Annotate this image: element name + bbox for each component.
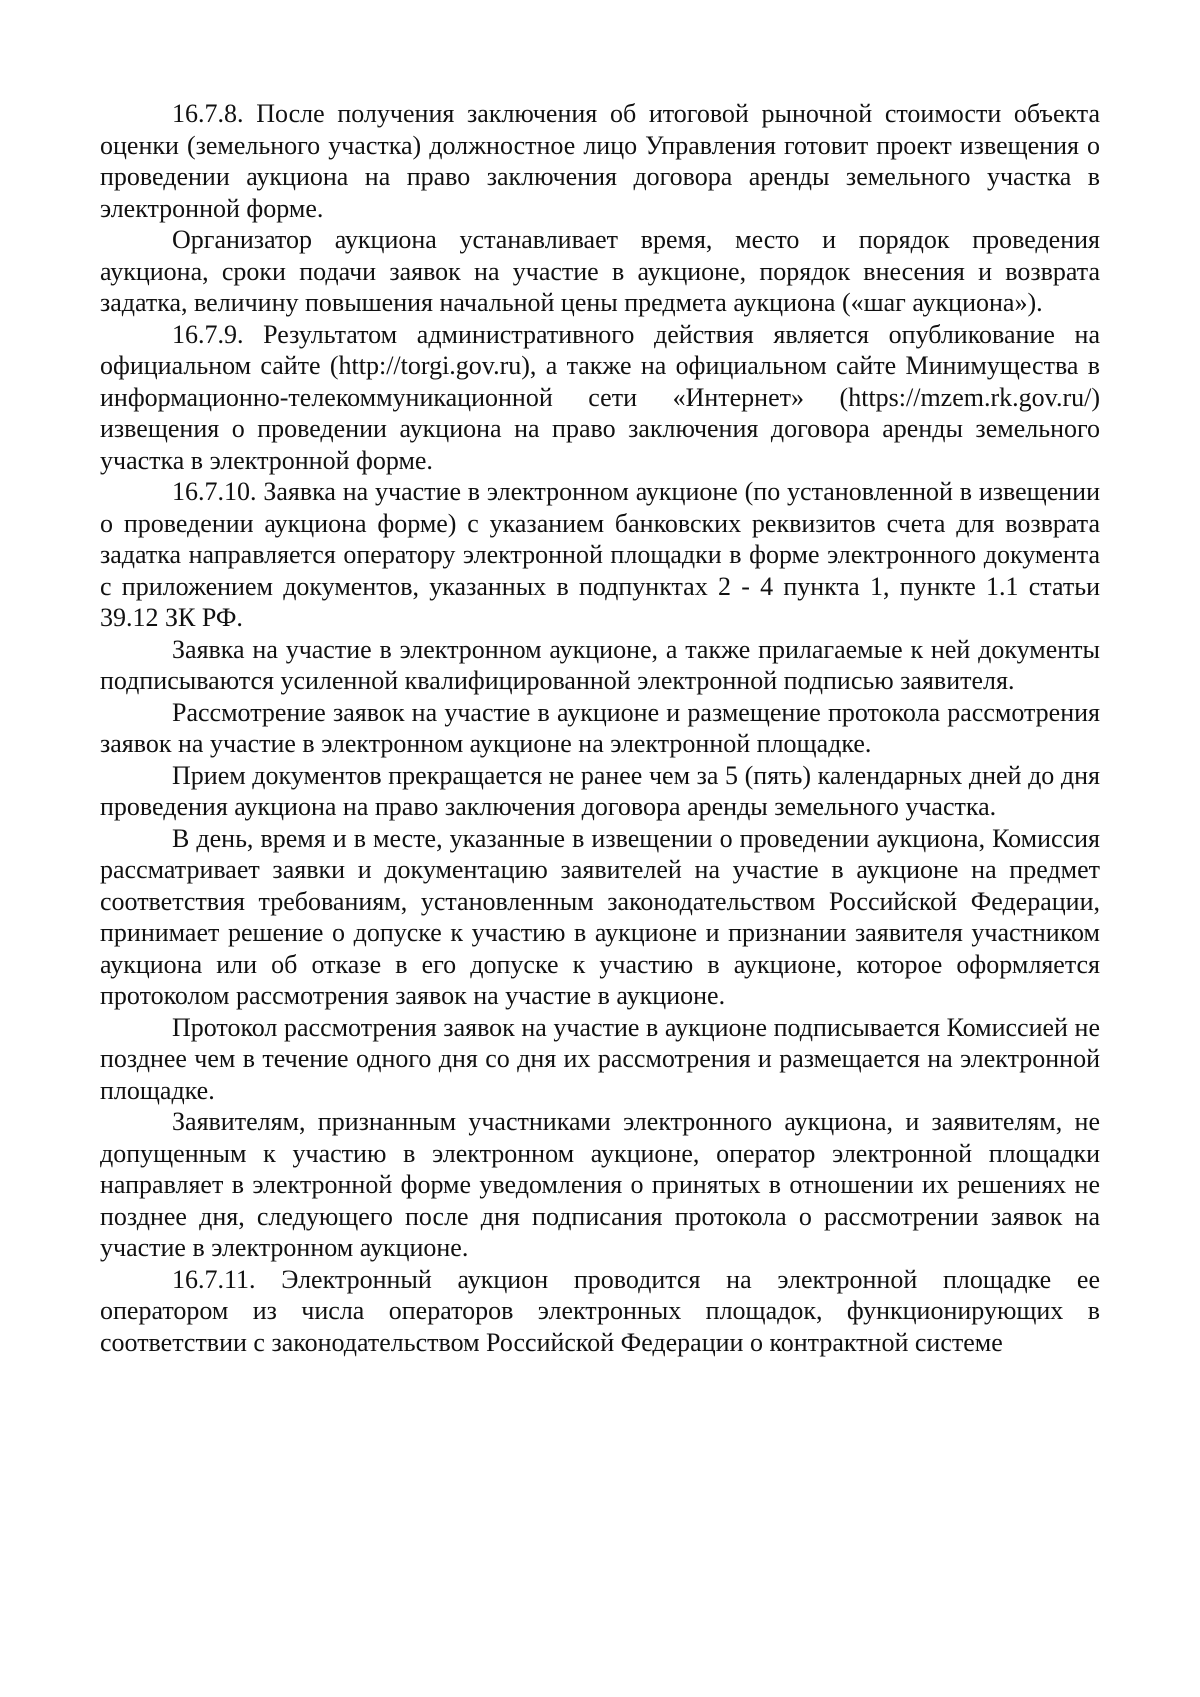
paragraph-application-review: Рассмотрение заявок на участие в аукционе и размещение протокола рассмотрения заявок на участие в электронном аукционе на электронной площадке. [100,697,1100,758]
paragraph-document-deadline: Прием документов прекращается не ранее чем за 5 (пять) календарных дней до дня проведения аукциона на право заключения договора аренды земельного участка. [100,760,1100,821]
paragraph-notification: Заявителям, признанным участниками электронного аукциона, и заявителям, не допущенным к участию в электронном аукционе, оператор электронной площадки направляет в электронной форме уведомления о принятых в отношении их решениях не позднее дня, следующего после дня подписания протокола о рассмотрении заявок на участие в электронном аукционе. [100,1107,1100,1262]
paragraph-16-7-8: 16.7.8. После получения заключения об итоговой рыночной стоимости объекта оценки (земельного участка) должностное лицо Управления готовит проект извещения о проведении аукциона на право заключения договора аренды земельного участка в электронной форме. [100,99,1100,223]
document-page [100,98,1100,1358]
paragraph-review-protocol: Протокол рассмотрения заявок на участие в аукционе подписывается Комиссией не позднее чем в течение одного дня со дня их рассмотрения и размещается на электронной площадке. [100,1012,1100,1105]
paragraph-application-signature: Заявка на участие в электронном аукционе, а также прилагаемые к ней документы подписываются усиленной квалифицированной электронной подписью заявителя. [100,634,1100,695]
paragraph-16-7-10: 16.7.10. Заявка на участие в электронном аукционе (по установленной в извещении о проведении аукциона форме) с указанием банковских реквизитов счета для возврата задатка направляется оператору электронной площадки в форме электронного документа с приложением документов, указанных в подпунктах 2 - 4 пункта 1, пункте 1.1 статьи 39.12 ЗК РФ. [100,477,1100,632]
paragraph-auction-organizer: Организатор аукциона устанавливает время, место и порядок проведения аукциона, сроки подачи заявок на участие в аукционе, порядок внесения и возврата задатка, величину повышения начальной цены предмета аукциона («шаг аукциона»). [100,225,1100,317]
paragraph-16-7-9: 16.7.9. Результатом административного действия является опубликование на официальном сайте (http://torgi.gov.ru), а также на официальном сайте Минимущества в информационно-телекоммуникационной сети «Интернет» (https://mzem.rk.gov.ru/) извещения о проведении аукциона на право заключения договора аренды земельного участка в электронной форме. [100,319,1100,475]
paragraph-16-7-11: 16.7.11. Электронный аукцион проводится на электронной площадке ее оператором из числа операторов электронных площадок, функционирующих в соответствии с законодательством Российской Федерации о контрактной системе [100,1264,1100,1357]
paragraph-commission-review: В день, время и в месте, указанные в извещении о проведении аукциона, Комиссия рассматривает заявки и документацию заявителей на участие в аукционе на предмет соответствия требованиям, установленным законодательством Российской Федерации, принимает решение о допуске к участию в аукционе и признании заявителя участником аукциона или об отказе в его допуске к участию в аукционе, которое оформляется протоколом рассмотрения заявок на участие в аукционе. [100,823,1100,1010]
